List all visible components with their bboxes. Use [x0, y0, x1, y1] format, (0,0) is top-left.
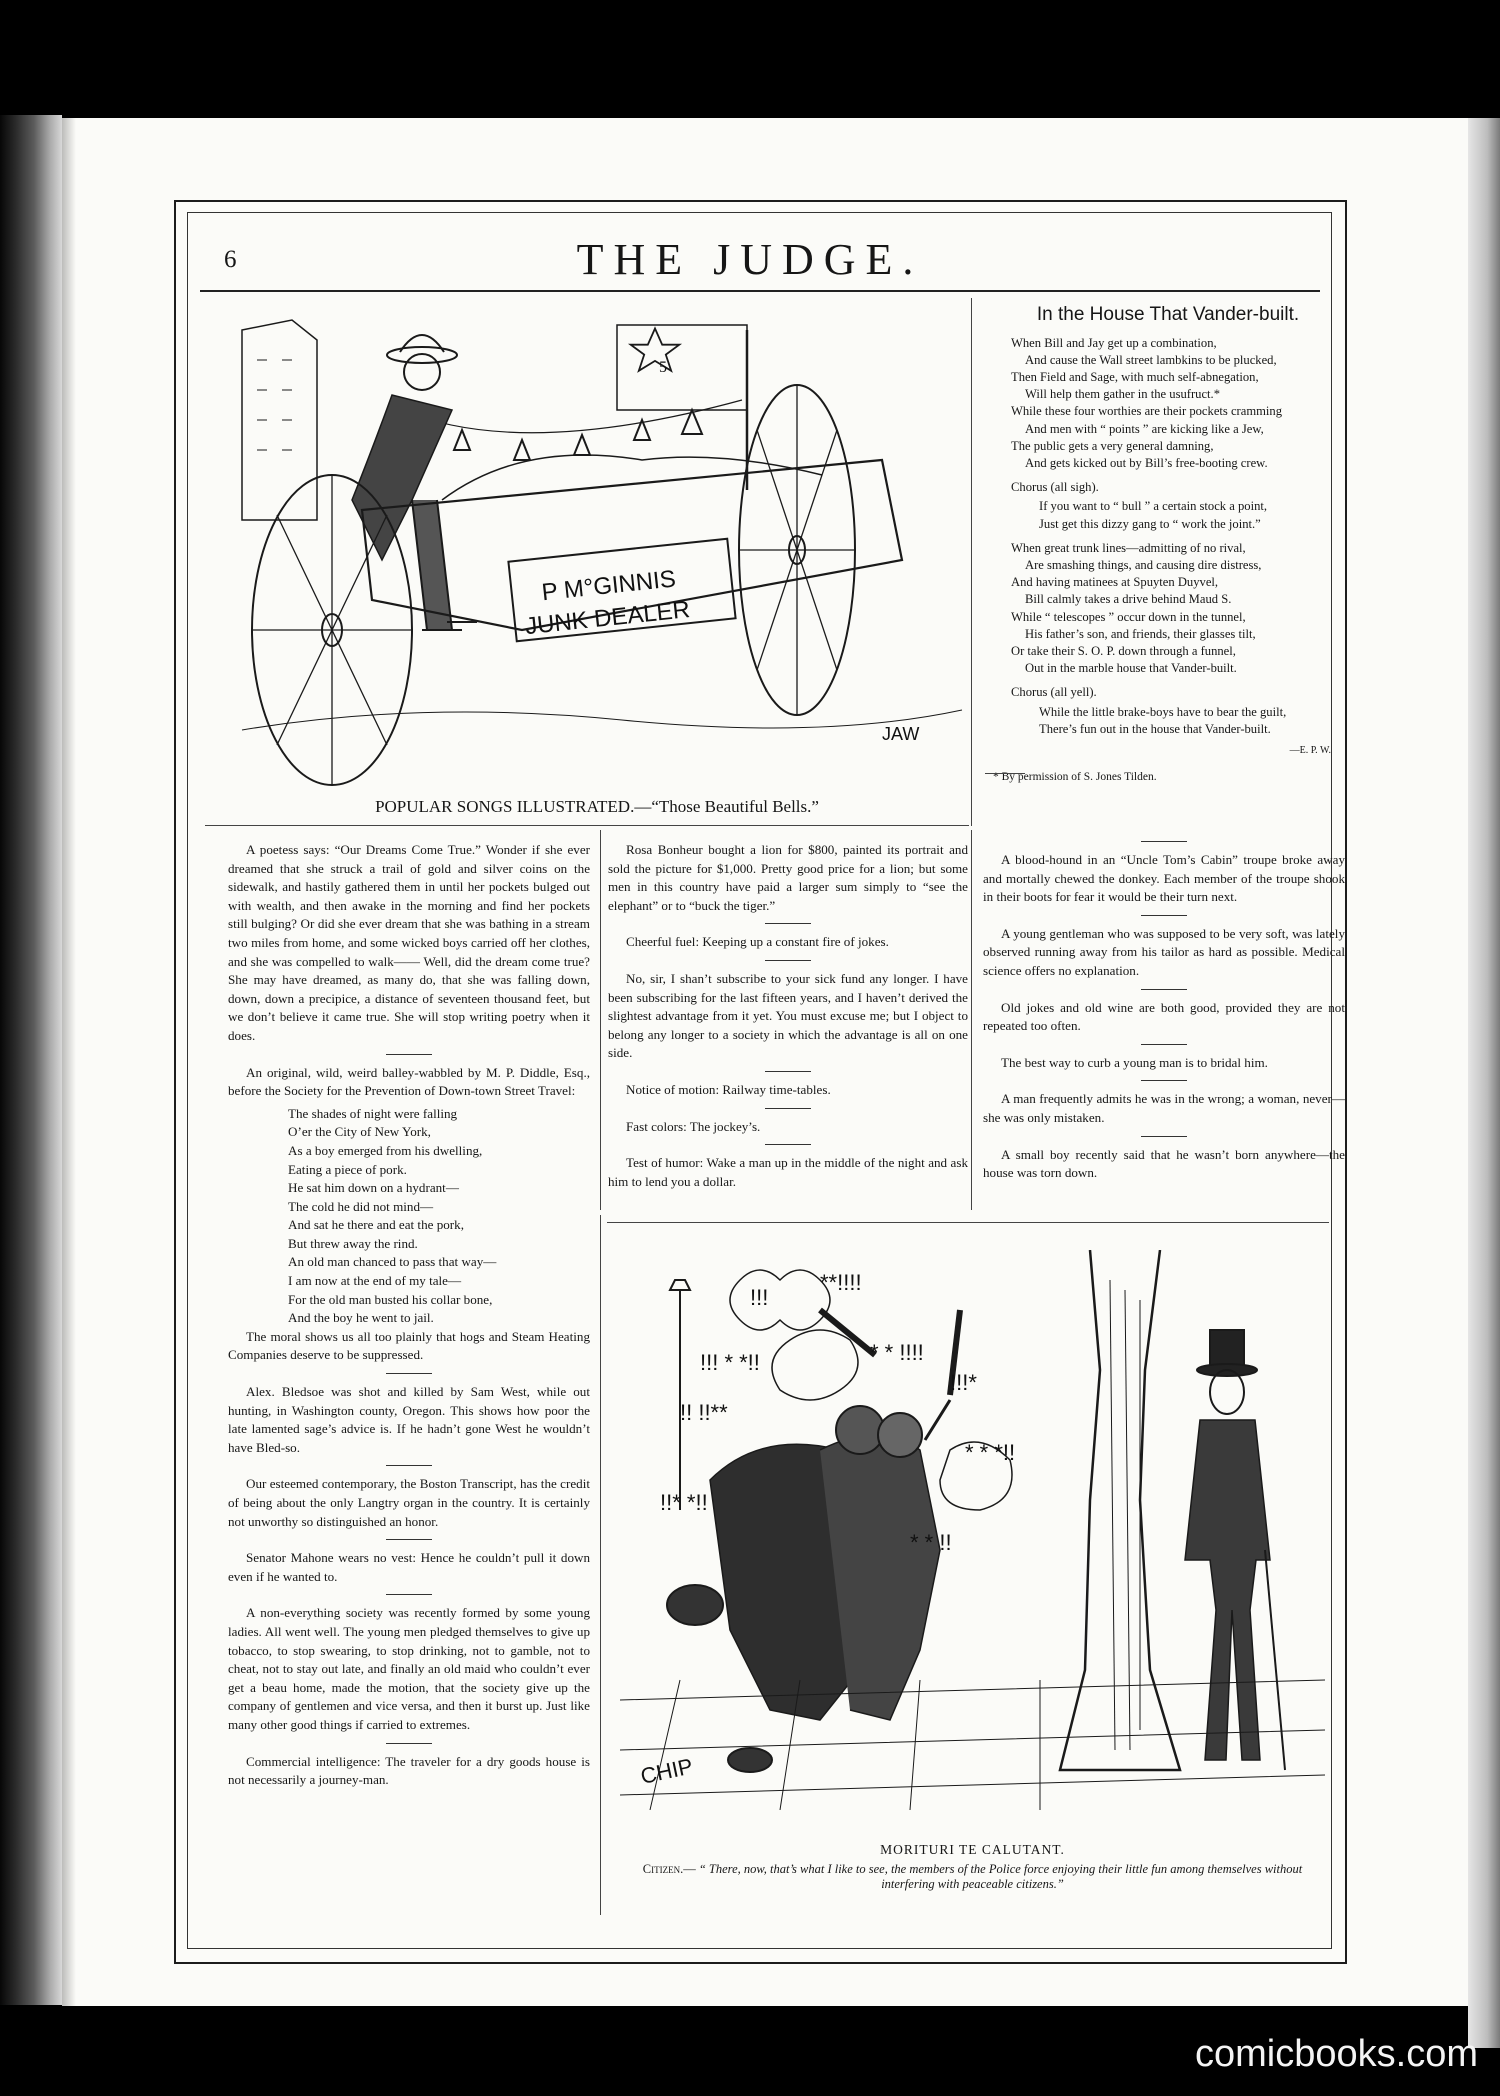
footnote-rule [985, 773, 1025, 774]
poem-line: The public gets a very general damning, [1011, 438, 1214, 453]
poem-line: When Bill and Jay get up a combination, [1011, 335, 1217, 350]
separator [386, 1465, 432, 1466]
svg-text:!!! * *!!: !!! * *!! [700, 1350, 760, 1375]
article-mahone: Senator Mahone wears no vest: Hence he couldn’t pull it down even if he wanted to. [228, 1550, 590, 1584]
verse-line: An old man chanced to pass that way— [288, 1254, 497, 1270]
poem-line: Just get this dizzy gang to “ work the joint.” [1039, 516, 1261, 531]
article-non-everything: A non-everything society was recently formed by some young ladies. All went well. The young men pledged themselves to give up tobacco, to stop swearing, to stop drinking, not to gamble, not to cheat, not to stay out late, and finally an old maid who couldn’t ever get a beau home, made the motion, that the society give up the company of gentlemen and vice versa, and then it burst up. Just like many other good things if carried to extremes. [228, 1605, 590, 1732]
poem-column-rule [971, 298, 972, 826]
svg-text:!!* *!!: !!* *!! [660, 1490, 708, 1515]
separator [765, 1071, 811, 1072]
separator [1141, 1080, 1187, 1081]
svg-text:!! !!**: !! !!** [680, 1400, 728, 1425]
poem-line: Will help them gather in the usufruct.* [1025, 387, 1220, 402]
artist-signature-chip: CHIP [638, 1753, 695, 1789]
separator [386, 1054, 432, 1055]
chorus-label: Chorus (all yell). [1011, 685, 1097, 700]
article-sick-fund: No, sir, I shan’t subscribe to your sick fund any longer. I have been subscribing for the last fifteen years, and I haven’t derived the slightest advantage from it yet. You must excuse me; but I object to belong any longer to a society in which the advantage is all on one side. [608, 970, 968, 1061]
poem-line: When great trunk lines—admitting of no rival, [1011, 540, 1246, 555]
poem-line: While these four worthies are their pockets cramming [1011, 404, 1283, 419]
article-transcript: Our esteemed contemporary, the Boston Transcript, has the credit of being about the only Langtry organ in the country. It is certainly not unworthy so distinguished an honor. [228, 1476, 590, 1529]
separator [386, 1594, 432, 1595]
page-number: 6 [224, 246, 237, 273]
article-poetess: A poetess says: “Our Dreams Come True.” Wonder if she ever dreamed that she struck a trail of gold and silver coins on the sidewalk, and hastily gathered them in until her pockets bulged out with wealth, and then awake in the morning and find her pockets still bulging? Or did she ever dream that she was bathing in a stream two miles from home, and some wicked boys carried off her clothes, and she was compelled to walk—— Well, did the dream come true? She may have dreamed, as many do, that she was falling down, down, down a precipice, a distance of seventeen thousand feet, but we don’t believe it came true. She will stop writing poetry when it does. [228, 842, 590, 1043]
poem-line: And men with “ points ” are kicking like a Jew, [1025, 421, 1264, 436]
article-man-admits: A man frequently admits he was in the wrong; a woman, never—she was only mistaken. [983, 1091, 1345, 1125]
separator [765, 923, 811, 924]
junk-dealer-cartoon [222, 300, 972, 800]
cart-sign-line1: P M°GINNIS [540, 565, 678, 607]
verse-line: I am now at the end of my tale— [288, 1273, 462, 1289]
caption-text: “ There, now, that’s what I like to see, the members of the Police force enjoying their little fun among themselves without interfering with peaceable citizens.” [698, 1862, 1303, 1891]
poem-column [993, 306, 1343, 786]
chorus-label: Chorus (all sigh). [1011, 480, 1099, 495]
verse-line: As a boy emerged from his dwelling, [288, 1142, 483, 1158]
article-small-boy: A small boy recently said that he wasn’t born anywhere—the house was torn down. [983, 1146, 1345, 1181]
poem-line: His father’s son, and friends, their glasses tilt, [1025, 626, 1256, 641]
article-bledsoe: Alex. Bledsoe was shot and killed by Sam West, while out hunting, in Washington county, Oregon. This shows how poor the late lamented sage’s advice is. If he hadn’t gone West he wouldn’t have Bled-so. [228, 1384, 590, 1455]
verse-line: O’er the City of New York, [288, 1124, 431, 1140]
bottom-cartoon-title: MORITURI TE CALUTANT. [880, 1842, 1065, 1857]
svg-text:!!!: !!! [750, 1285, 769, 1310]
cartoon-top-rule [607, 1222, 1329, 1223]
separator [386, 1373, 432, 1374]
article-bonheur: Rosa Bonheur bought a lion for $800, painted its portrait and sold the picture for $1,000. Pretty good price for a lion; but some men in this country have paid a larger sum simply to “see the elephant” or to “buck the tiger.” [608, 842, 968, 913]
svg-text:!!!*: !!!* [950, 1370, 977, 1395]
poem-line: There’s fun out in the house that Vander-built. [1039, 721, 1271, 736]
svg-text:**!!!!: **!!!! [820, 1270, 862, 1295]
top-cartoon-caption: POPULAR SONGS ILLUSTRATED.—“Those Beautiful Bells.” [375, 797, 819, 816]
column-rule-3 [971, 830, 972, 1210]
article-notice-motion: Notice of motion: Railway time-tables. [626, 1081, 831, 1097]
article-curb-young-man: The best way to curb a young man is to bridal him. [1001, 1054, 1268, 1070]
separator [386, 1539, 432, 1540]
article-cheerful-fuel: Cheerful fuel: Keeping up a constant fire of jokes. [626, 934, 889, 950]
article-test-humor: Test of humor: Wake a man up in the middle of the night and ask him to lend you a dollar. [608, 1155, 968, 1189]
poem-line: Are smashing things, and causing dire distress, [1025, 558, 1262, 573]
article-fast-colors: Fast colors: The jockey’s. [626, 1118, 761, 1134]
column-rule-1 [600, 830, 601, 1210]
article-balley-intro: An original, wild, weird balley-wabbled by M. P. Diddle, Esq., before the Society for the Prevention of Down-town Street Travel: [228, 1064, 590, 1099]
svg-text:* * !!: * * !! [910, 1530, 952, 1555]
caption-speaker: Citizen.— [642, 1862, 696, 1876]
poem-line: Then Field and Sage, with much self-abnegation, [1011, 370, 1259, 384]
verse-line: Eating a piece of pork. [288, 1161, 407, 1177]
article-young-gentleman: A young gentleman who was supposed to be very soft, was lately observed running away from his tailor as hard as possible. Medical science offers no explanation. [983, 925, 1345, 978]
verse-line: The shades of night were falling [288, 1105, 458, 1121]
separator [1141, 841, 1187, 842]
verse-line: And sat he there and eat the pork, [288, 1217, 464, 1233]
text-column-1 [228, 841, 590, 1794]
cart-sign-line2: JUNK DEALER [523, 596, 692, 641]
poem-line: And gets kicked out by Bill’s free-booting crew. [1025, 456, 1268, 471]
text-column-2 [608, 841, 968, 1195]
separator [386, 1743, 432, 1744]
column-rule-2 [600, 1215, 601, 1915]
police-fight-cartoon [620, 1250, 1325, 1810]
article-balley-moral: The moral shows us all too plainly that hogs and Steam Heating Companies deserve to be suppressed. [228, 1328, 590, 1363]
poem-title: In the House That Vander-built. [1036, 304, 1300, 325]
verse-line: And the boy he went to jail. [288, 1310, 434, 1326]
watermark: comicbooks.com [1195, 2033, 1478, 2075]
separator [765, 960, 811, 961]
poem-footnote: * By permission of S. Jones Tilden. [993, 771, 1157, 784]
text-column-3 [983, 841, 1345, 1187]
masthead-rule [200, 290, 1320, 292]
artist-signature-jaw: JAW [882, 724, 920, 744]
svg-text:* * !!!!: * * !!!! [870, 1340, 924, 1365]
poem-line: And having matinees at Spuyten Duyvel, [1011, 575, 1219, 590]
separator [1141, 1136, 1187, 1137]
poem-line: Bill calmly takes a drive behind Maud S. [1025, 592, 1232, 607]
poem-line: While the little brake-boys have to bear the guilt, [1039, 704, 1287, 719]
verse-line: He sat him down on a hydrant— [288, 1180, 459, 1196]
poem-line: While “ telescopes ” occur down in the tunnel, [1011, 609, 1246, 624]
verse-line: For the old man busted his collar bone, [288, 1291, 493, 1307]
poem-signature: —E. P. W. [1289, 745, 1331, 757]
separator [765, 1108, 811, 1109]
flag-star-number: 5 [659, 359, 667, 376]
verse-line: But threw away the rind. [288, 1235, 418, 1251]
article-old-jokes: Old jokes and old wine are both good, provided they are not repeated too often. [983, 999, 1345, 1034]
article-commercial: Commercial intelligence: The traveler for a dry goods house is not necessarily a journey-man. [228, 1753, 590, 1788]
bottom-cartoon-caption [620, 1862, 1325, 1892]
poem-body [993, 335, 1343, 787]
poem-line: If you want to “ bull ” a certain stock a point, [1039, 499, 1268, 514]
separator [1141, 915, 1187, 916]
separator [765, 1144, 811, 1145]
poem-line: Out in the marble house that Vander-built. [1025, 661, 1237, 676]
verse-line: The cold he did not mind— [288, 1198, 434, 1214]
separator [1141, 989, 1187, 990]
scan-right-edge [1468, 118, 1500, 2048]
masthead-title: THE JUDGE. [576, 235, 924, 284]
svg-text:* * *!!: * * *!! [965, 1440, 1016, 1465]
scan-left-edge [0, 115, 62, 2005]
poem-line: And cause the Wall street lambkins to be plucked, [1025, 352, 1277, 367]
separator [1141, 1044, 1187, 1045]
caption-rule [205, 825, 969, 826]
poem-line: Or take their S. O. P. down through a funnel, [1011, 644, 1236, 659]
article-blood-hound: A blood-hound in an “Uncle Tom’s Cabin” troupe broke away and mortally chewed the donkey. Each member of the troupe shook in their boots for fear it would be their turn next. [983, 852, 1345, 905]
